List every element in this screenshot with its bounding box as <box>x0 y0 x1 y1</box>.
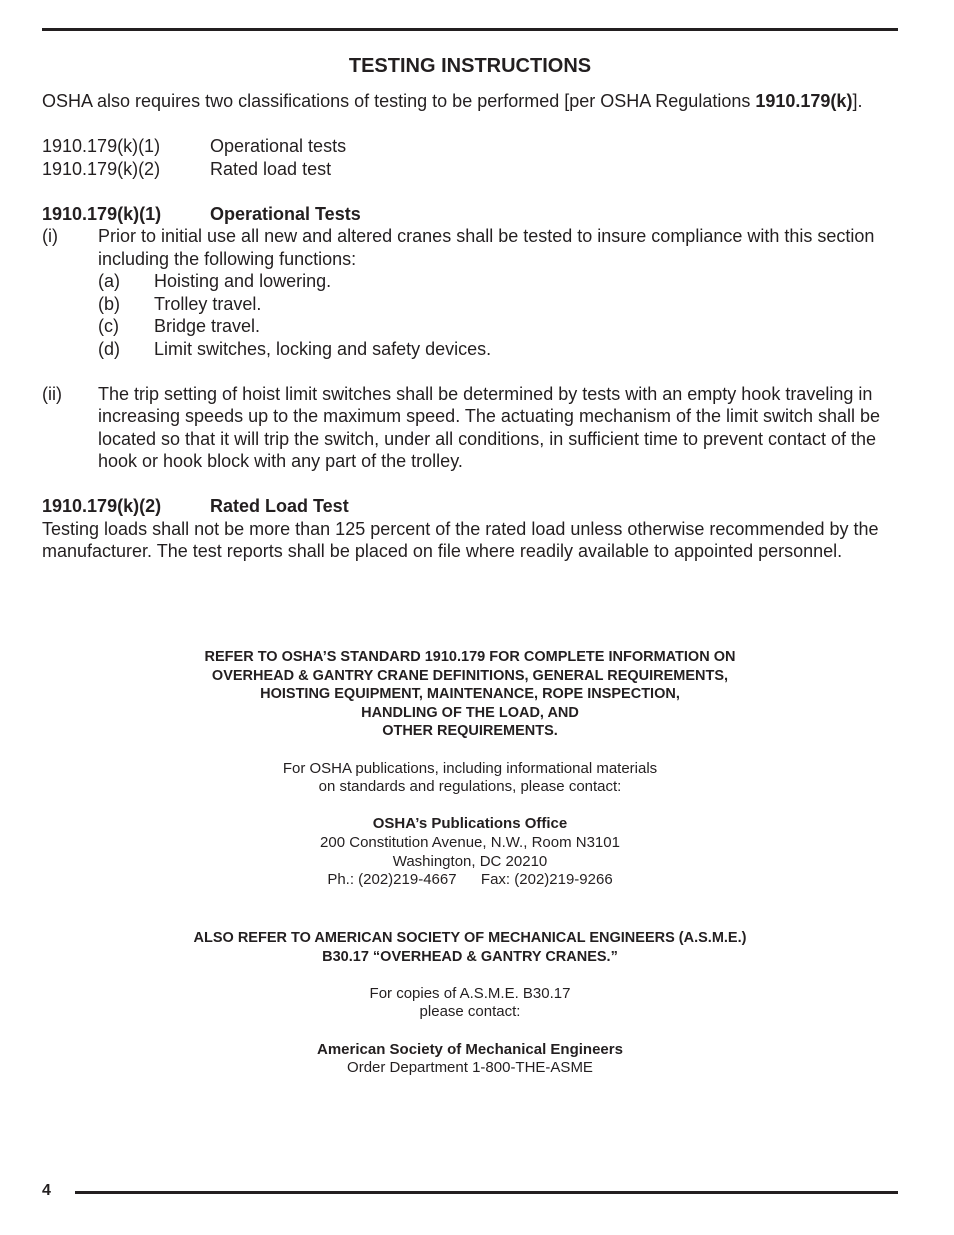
top-rule <box>42 28 898 31</box>
sub-item-text: Limit switches, locking and safety devices. <box>154 338 492 359</box>
page-number: 4 <box>42 1182 51 1199</box>
item-text: Prior to initial use all new and altered cranes shall be tested to insure compliance with this section including the following functions: <box>98 226 875 269</box>
osha-notice-line: REFER TO OSHA’S STANDARD 1910.179 FOR COMPLETE INFORMATION ON <box>204 649 736 665</box>
section2-text: Testing loads shall not be more than 125 percent of the rated load unless otherwise recommended by the manufacturer. The test reports shall be placed on file where readily available to appointed personnel. <box>42 518 879 561</box>
asme-copies-line: For copies of A.S.M.E. B30.17 <box>369 984 571 1002</box>
osha-notice-line: HOISTING EQUIPMENT, MAINTENANCE, ROPE INSPECTION, <box>260 686 680 703</box>
osha-notice-line: OTHER REQUIREMENTS. <box>382 723 558 740</box>
osha-notice-line: OVERHEAD & GANTRY CRANE DEFINITIONS, GENERAL REQUIREMENTS, <box>211 667 729 684</box>
sub-item-number: (d) <box>98 338 120 359</box>
sub-item-number: (a) <box>98 271 120 291</box>
sub-item-number: (c) <box>98 316 119 336</box>
item-number: (i) <box>42 226 58 246</box>
toc-label: Rated load test <box>210 158 332 179</box>
asme-copies-line: please contact: <box>419 1003 521 1021</box>
toc-row <box>42 135 902 158</box>
asme-notice <box>0 929 940 1078</box>
osha-phone: Ph.: (202)219-4667 <box>327 871 457 889</box>
intro-text: OSHA also requires two classifications of testing to be performed [per OSHA Regulations <box>42 91 756 111</box>
asme-order-dept: Order Department 1-800-THE-ASME <box>347 1059 593 1077</box>
sub-item-text: Hoisting and lowering. <box>154 271 332 291</box>
osha-fax: Fax: (202)219-9266 <box>480 871 613 889</box>
sub-item-number: (b) <box>98 293 120 314</box>
bottom-rule <box>75 1191 898 1194</box>
toc-label: Operational tests <box>210 136 347 156</box>
item-text: The trip setting of hoist limit switches shall be determined by tests with an empty hook traveling in increasing speeds up to the maximum speed. The actuating mechanism of the limit switch shall be located so that it will trip the switch, under all conditions, in sufficient time to prevent contact of the hook or hook block with any part of the trolley. <box>98 383 881 471</box>
osha-notice-line: HANDLING OF THE LOAD, AND <box>361 704 579 721</box>
list-item <box>42 383 902 473</box>
main-body <box>42 90 902 563</box>
sub-item <box>42 315 902 338</box>
asme-notice-line: ALSO REFER TO AMERICAN SOCIETY OF MECHANICAL ENGINEERS (A.S.M.E.) <box>193 930 747 946</box>
sub-item <box>42 293 902 316</box>
asme-notice-line: B30.17 “OVERHEAD & GANTRY CRANES.” <box>322 948 618 965</box>
list-item <box>42 225 902 270</box>
intro-paragraph <box>42 90 902 113</box>
item-number: (ii) <box>42 383 62 404</box>
section2-heading <box>42 495 902 518</box>
section2-title: Rated Load Test <box>210 496 349 516</box>
osha-address-line: Washington, DC 20210 <box>392 852 548 870</box>
osha-contact-line <box>0 871 940 890</box>
sub-item <box>42 270 902 293</box>
osha-pubs-line: For OSHA publications, including informational materials <box>282 759 658 777</box>
osha-address-line: 200 Constitution Avenue, N.W., Room N3101 <box>320 833 620 851</box>
osha-office-name: OSHA’s Publications Office <box>372 815 568 833</box>
intro-end: ]. <box>852 91 863 111</box>
section1-code: 1910.179(k)(1) <box>42 203 162 224</box>
asme-org-name: American Society of Mechanical Engineers <box>317 1040 623 1058</box>
section2-code: 1910.179(k)(2) <box>42 496 162 516</box>
sub-item-text: Trolley travel. <box>154 293 262 314</box>
intro-regulation: 1910.179(k) <box>755 91 853 111</box>
page-title: TESTING INSTRUCTIONS <box>348 55 592 77</box>
section1-title: Operational Tests <box>210 203 361 224</box>
section1-heading <box>42 203 902 226</box>
sub-item-text: Bridge travel. <box>154 316 261 336</box>
toc-code: 1910.179(k)(1) <box>42 136 161 156</box>
toc-code: 1910.179(k)(2) <box>42 158 161 179</box>
osha-pubs-line: on standards and regulations, please contact: <box>318 778 622 796</box>
osha-notice <box>0 648 940 890</box>
toc-row <box>42 158 902 181</box>
sub-item <box>42 338 902 361</box>
